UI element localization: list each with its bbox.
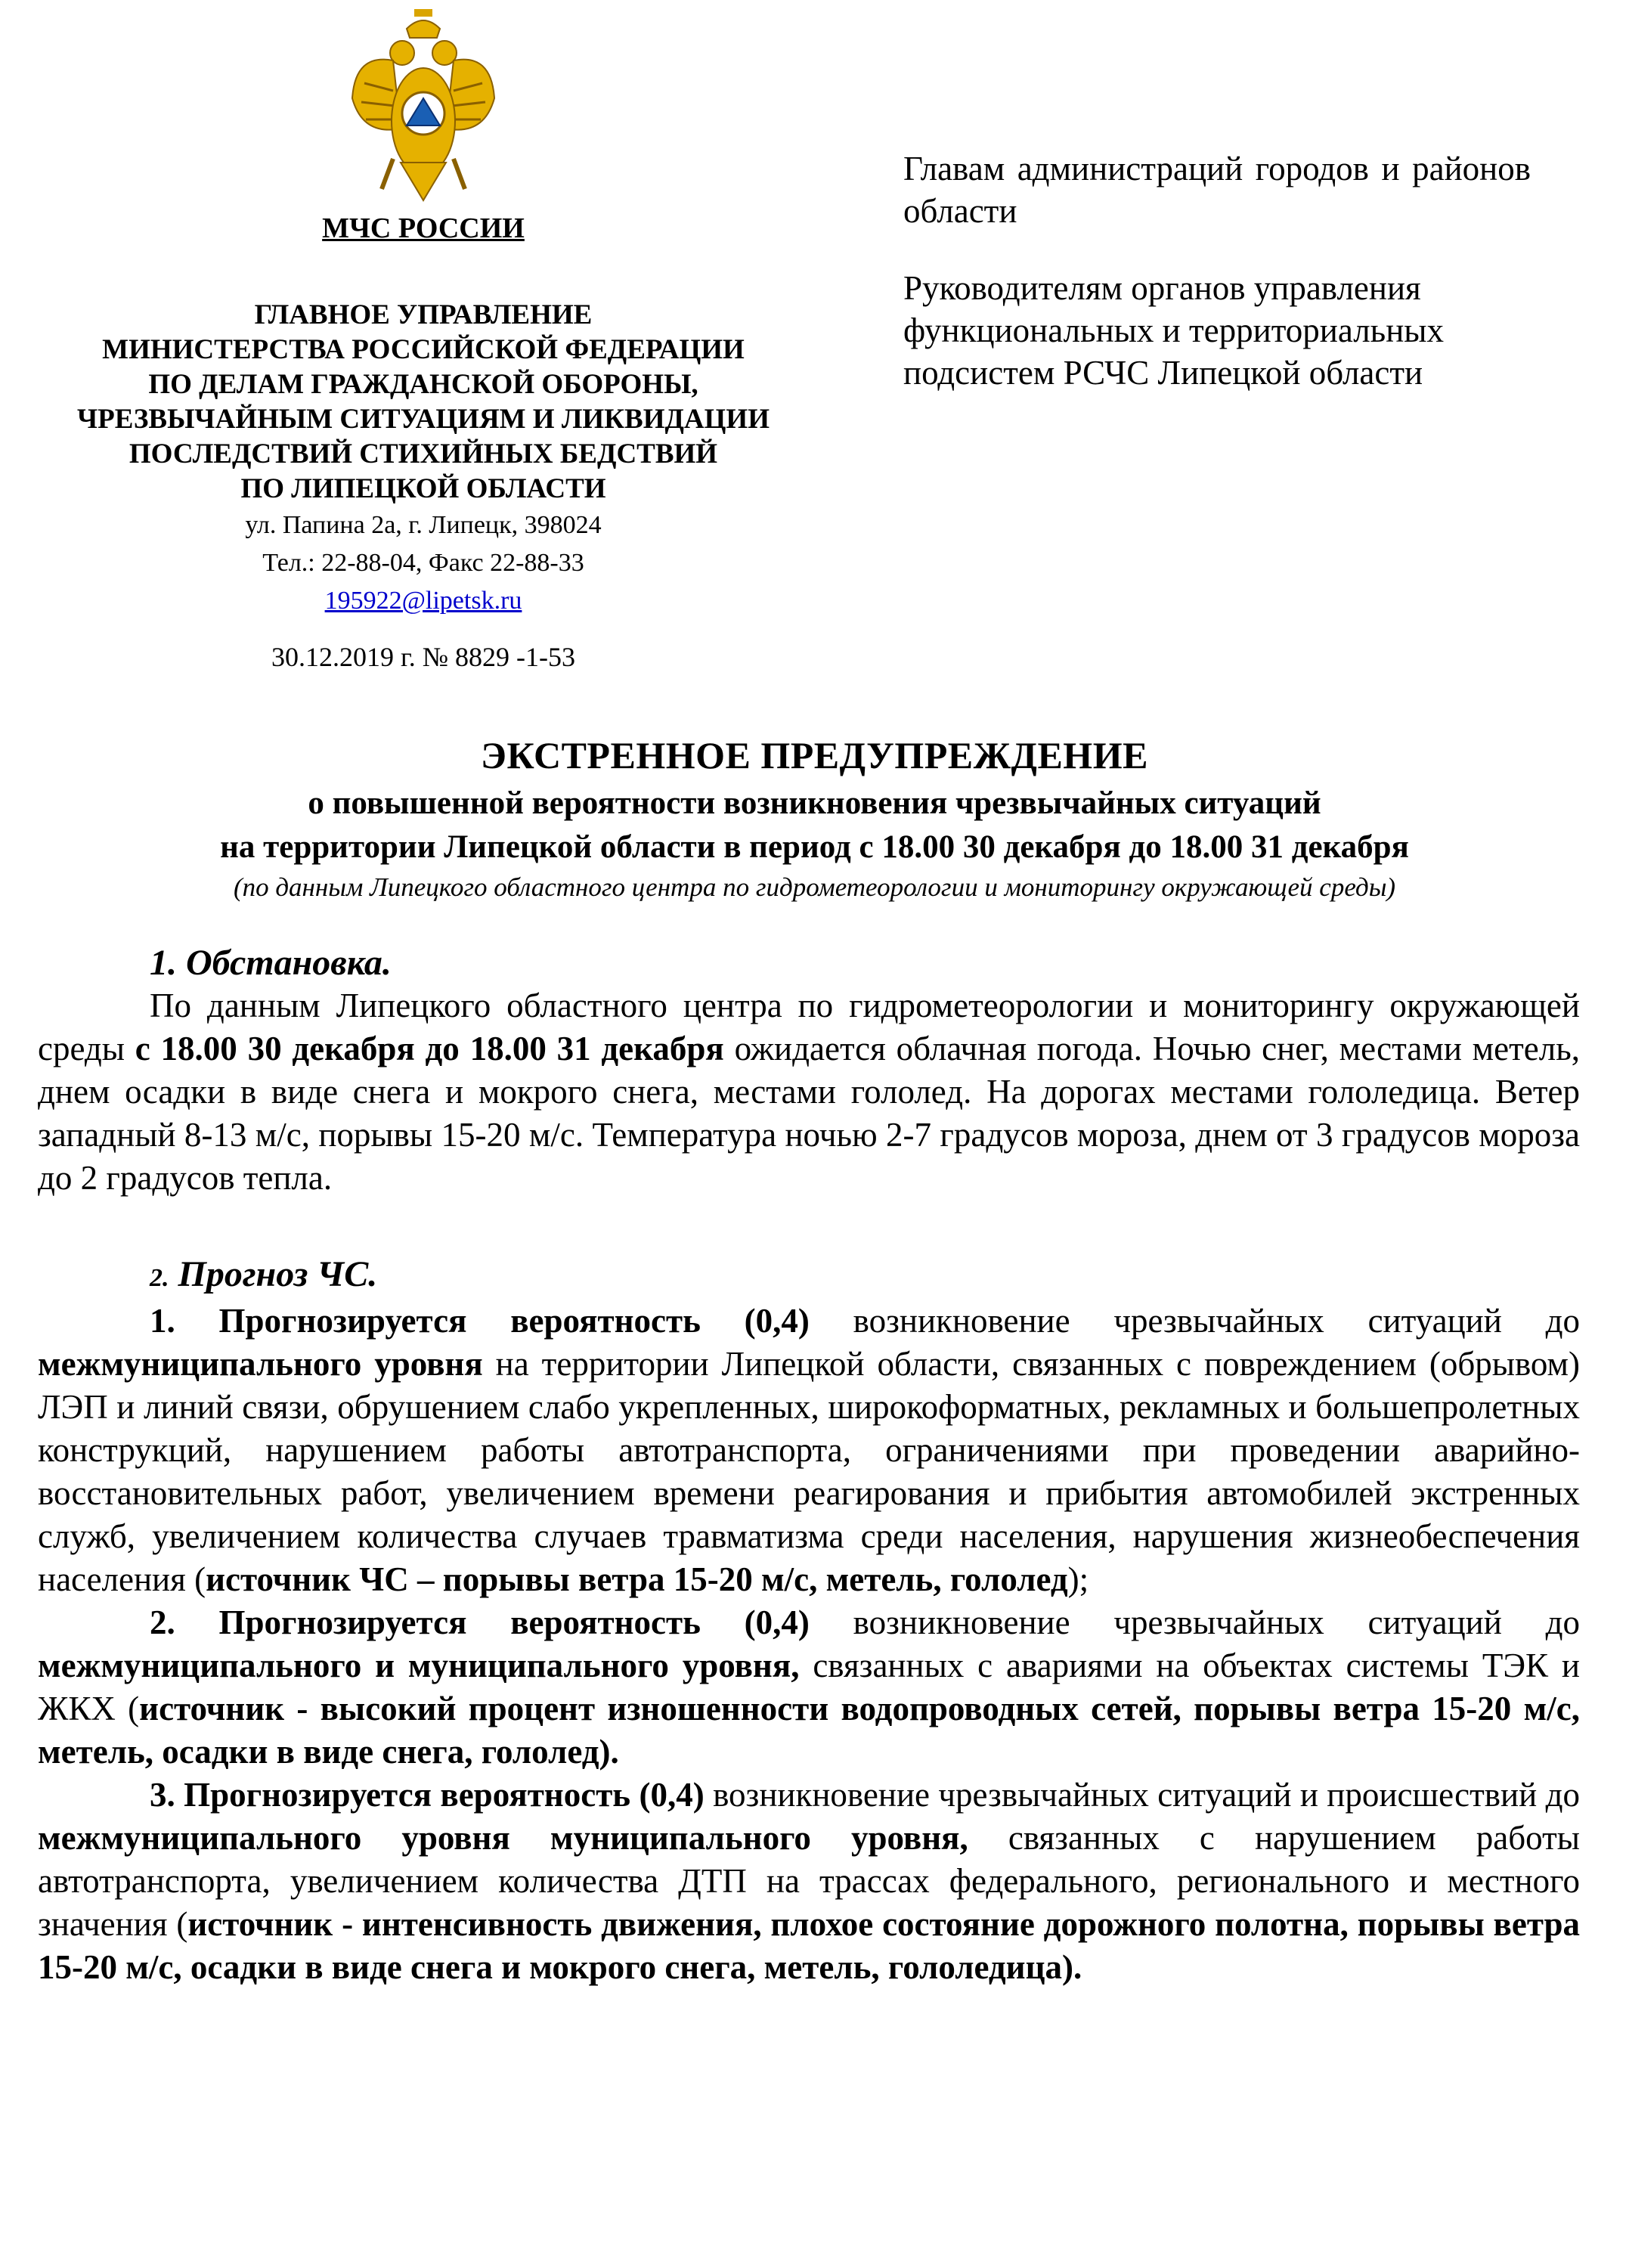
phone-fax: Тел.: 22-88-04, Факс 22-88-33 xyxy=(262,549,584,577)
organization-name xyxy=(30,298,816,507)
section-heading-forecast: 2. Прогноз ЧС. xyxy=(150,1254,378,1294)
warning-title: ЭКСТРЕННОЕ ПРЕДУПРЕЖДЕНИЕ xyxy=(481,734,1148,776)
addressee-city-heads: Главам администраций городов и районов области xyxy=(903,150,1531,230)
forecast-item-2: 2. Прогнозируется вероятность (0,4) возникновение чрезвычайных ситуаций до межмуниципального и муниципального уровня, связанных с авариями на объектах системы ТЭК и ЖКХ (источник - высокий процент изношенности водопроводных сетей, порывы ветра 15-20 м/с, метель, осадки в виде снега, гололед). xyxy=(38,1603,1580,1771)
addressee-rschs-heads: Руководителям органов управления функциональных и территориальных подсистем РСЧС Липецкой области xyxy=(903,269,1445,392)
contact-info xyxy=(30,507,816,620)
mchs-emblem-icon xyxy=(348,8,499,204)
org-line: ГЛАВНОЕ УПРАВЛЕНИЕ xyxy=(254,299,593,330)
address: ул. Папина 2а, г. Липецк, 398024 xyxy=(245,511,602,539)
org-line: МИНИСТЕРСТВА РОССИЙСКОЙ ФЕДЕРАЦИИ xyxy=(102,334,745,365)
forecast-item-1: 1. Прогнозируется вероятность (0,4) возникновение чрезвычайных ситуаций до межмуниципального уровня на территории Липецкой области, связанных с повреждением (обрывом) ЛЭП и линий связи, обрушением слабо укрепленных, широкоформатных, рекламных и большепролетных конструкций, нарушением работы автотранспорта, ограничениями при проведении аварийно-восстановительных работ, увеличением времени реагирования и прибытия автомобилей экстренных служб, увеличением количества случаев травматизма среди населения, нарушения жизнеобеспечения населения (источник ЧС – порывы ветра 15-20 м/с, метель, гололед); xyxy=(38,1302,1580,1598)
mchs-title: МЧС РОССИИ xyxy=(322,212,525,244)
warning-subtitle-line1: о повышенной вероятности возникновения чрезвычайных ситуаций xyxy=(308,785,1321,821)
document-body xyxy=(38,941,1580,1989)
document-date-number: 30.12.2019 г. № 8829 -1-53 xyxy=(271,642,576,672)
warning-source: (по данным Липецкого областного центра по гидрометеорологии и мониторингу окружающей среды) xyxy=(233,872,1396,902)
warning-title-block xyxy=(30,733,1599,903)
org-line: ПОСЛЕДСТВИЙ СТИХИЙНЫХ БЕДСТВИЙ xyxy=(129,438,718,469)
org-line: ПО ЛИПЕЦКОЙ ОБЛАСТИ xyxy=(240,473,606,504)
org-line: ЧРЕЗВЫЧАЙНЫМ СИТУАЦИЯМ И ЛИКВИДАЦИИ xyxy=(77,404,770,435)
org-line: ПО ДЕЛАМ ГРАЖДАНСКОЙ ОБОРОНЫ, xyxy=(148,369,698,400)
email-link[interactable]: 195922@lipetsk.ru xyxy=(324,587,522,615)
section-heading-situation: 1. Обстановка. xyxy=(150,943,392,983)
forecast-item-3: 3. Прогнозируется вероятность (0,4) возникновение чрезвычайных ситуаций и происшествий до межмуниципального уровня муниципального уровня, связанных с нарушением работы автотранспорта, увеличением количества ДТП на трассах федерального, регионального и местного значения (источник - интенсивность движения, плохое состояние дорожного полотна, порывы ветра 15-20 м/с, осадки в виде снега и мокрого снега, метель, гололедица). xyxy=(38,1776,1581,1986)
addressees xyxy=(903,147,1531,394)
warning-subtitle-line2: на территории Липецкой области в период с 18.00 30 декабря до 18.00 31 декабря xyxy=(220,829,1409,865)
situation-paragraph: По данным Липецкого областного центра по гидрометеорологии и мониторингу окружающей среды с 18.00 30 декабря до 18.00 31 декабря ожидается облачная погода. Ночью снег, местами метель, днем осадки в виде снега и мокрого снега, местами гололед. На дорогах местами гололедица. Ветер западный 8-13 м/с, порывы 15-20 м/с. Температура ночью 2-7 градусов мороза, днем от 3 градусов мороза до 2 градусов тепла. xyxy=(38,987,1581,1197)
organization-block xyxy=(30,212,816,673)
